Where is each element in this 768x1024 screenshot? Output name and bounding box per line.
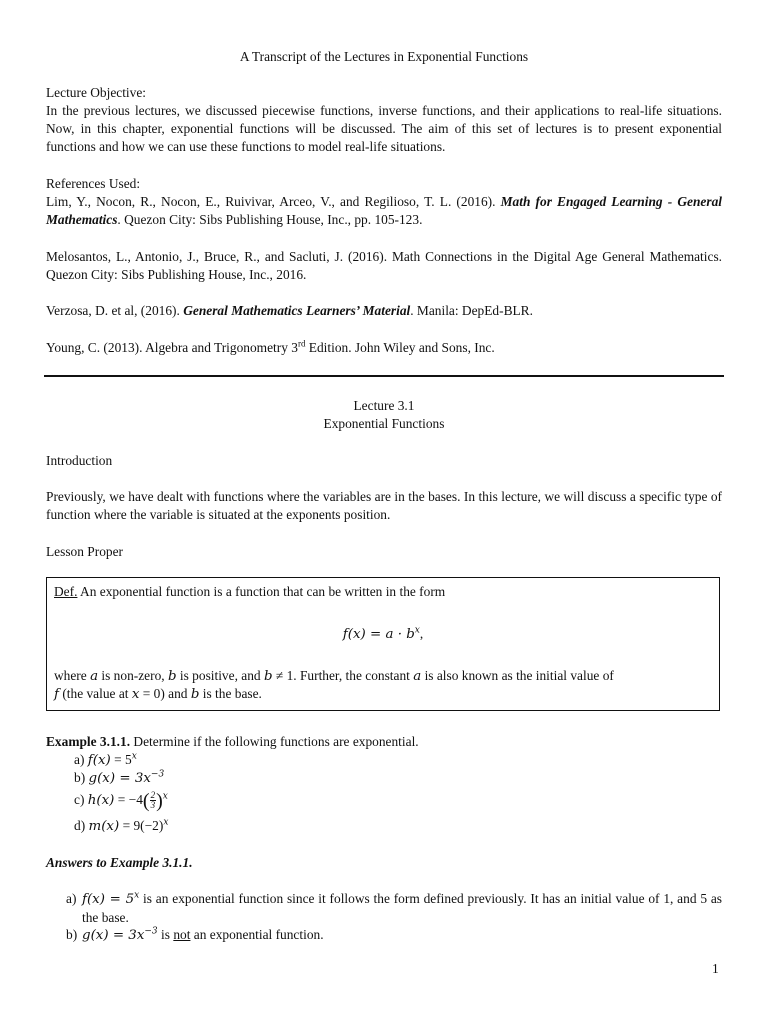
definition-conditions-2: f (the value at x = 0) and b is the base.	[54, 686, 262, 702]
references-heading: References Used:	[46, 176, 141, 191]
example-item-a: a) $f(x) = 5^x$	[74, 751, 137, 768]
answer-b: b) $g(x) = 3x^{-3}$ is not an exponential function.	[66, 926, 324, 943]
reference-1: Lim, Y., Nocon, R., Nocon, E., Ruivivar, Arceo, V., and Regilioso, T. L. (2016). Math for Engaged Learning - General Mathematics. Quezon City: Sibs Publishing House, Inc., pp. 105-123.	[46, 194, 722, 227]
document-title: A Transcript of the Lectures in Exponential Functions	[239, 49, 529, 64]
reference-2: Melosantos, L., Antonio, J., Bruce, R., and Sacluti, J. (2016). Math Connections in the Digital Age General Mathematics. Quezon City: Sibs Publishing House, Inc., 2016.	[46, 249, 722, 282]
answers-heading: Answers to Example 3.1.1.	[46, 855, 193, 870]
definition-conditions: where a is non-zero, b is positive, and b ≠ 1. Further, the constant a is also known as the initial value of	[54, 668, 614, 684]
definition-box	[46, 577, 720, 711]
example-item-c: c) h(x) = −4( $\frac{2}{3}$ )$^x$	[74, 789, 168, 812]
definition-formula: $f(x) = a \cdot b^x$,	[342, 625, 424, 642]
definition-line: Def. An exponential function is a function that can be written in the form	[54, 584, 446, 599]
lecture-number: Lecture 3.1	[353, 398, 415, 413]
page-number: 1	[712, 961, 719, 976]
objective-heading: Lecture Objective:	[46, 85, 147, 100]
introduction-heading: Introduction	[46, 453, 113, 468]
lesson-heading: Lesson Proper	[46, 544, 123, 559]
reference-4: Young, C. (2013). Algebra and Trigonometry 3rd Edition. John Wiley and Sons, Inc.	[46, 338, 495, 355]
example-item-d: d) $m(x) = 9(-2)^x$	[74, 817, 169, 834]
lecture-title: Exponential Functions	[323, 416, 445, 431]
reference-3: Verzosa, D. et al, (2016). General Mathematics Learners’ Material. Manila: DepEd-BLR.	[46, 303, 533, 318]
example-heading: Example 3.1.1. Determine if the following functions are exponential.	[46, 734, 419, 749]
example-item-b: b) $g(x) = 3x^{-3}$	[74, 769, 165, 786]
objective-body: In the previous lectures, we discussed piecewise functions, inverse functions, and their applications to real-life situations. Now, in this chapter, exponential functions will be discussed. The aim of this set of lectures is to present exponential functions and how we can use these functions to model real-life situations.	[46, 103, 722, 154]
answer-a: a) $f(x) = 5^x$ is an exponential function since it follows the form defined previously. It has an initial value of 1, and 5 as the base.	[66, 890, 722, 925]
section-divider	[44, 375, 724, 377]
introduction-body: Previously, we have dealt with functions where the variables are in the bases. In this lecture, we will discuss a specific type of function where the variable is situated at the exponents position.	[46, 489, 722, 522]
